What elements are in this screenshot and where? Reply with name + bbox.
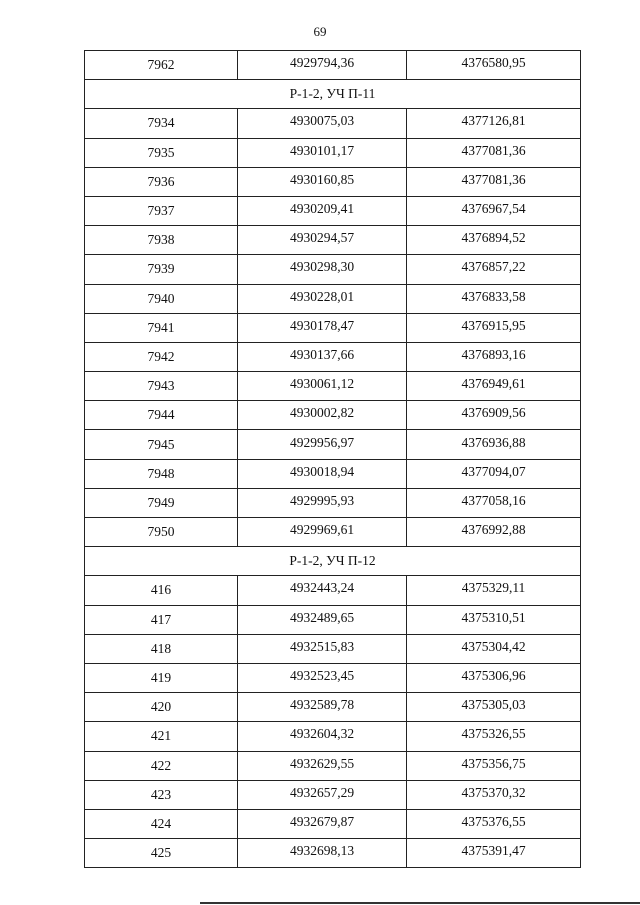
x-coordinate-cell <box>238 284 407 313</box>
point-number-value: 7941 <box>147 319 175 335</box>
y-coordinate-value: 4376936,88 <box>461 434 526 450</box>
y-coordinate-value: 4375329,11 <box>461 580 526 596</box>
y-coordinate-value: 4375305,03 <box>461 697 526 713</box>
y-coordinate-value: 4375370,32 <box>461 784 526 800</box>
y-coordinate-cell <box>407 663 581 692</box>
x-coordinate-value: 4932679,87 <box>289 813 355 829</box>
x-coordinate-cell <box>238 138 407 167</box>
y-coordinate-value: 4377058,16 <box>461 492 526 508</box>
point-number-cell <box>85 488 238 517</box>
table-row <box>85 663 581 692</box>
table-row <box>85 255 581 284</box>
x-coordinate-value: 4930228,01 <box>289 288 355 304</box>
y-coordinate-value: 4375326,55 <box>461 726 526 742</box>
point-number-value: 7943 <box>147 378 175 394</box>
x-coordinate-cell <box>238 401 407 430</box>
table-row <box>85 751 581 780</box>
x-coordinate-cell <box>238 313 407 342</box>
section-header-row <box>85 80 581 109</box>
point-number-value: 422 <box>150 757 172 773</box>
point-number-cell <box>85 255 238 284</box>
table-row <box>85 226 581 255</box>
x-coordinate-value: 4929995,93 <box>289 492 355 508</box>
x-coordinate-cell <box>238 226 407 255</box>
table-row <box>85 109 581 138</box>
table-row <box>85 401 581 430</box>
point-number-cell <box>85 634 238 663</box>
x-coordinate-value: 4930298,30 <box>289 259 355 275</box>
x-coordinate-value: 4930002,82 <box>289 405 355 421</box>
x-coordinate-cell <box>238 518 407 547</box>
y-coordinate-value: 4376857,22 <box>461 259 526 275</box>
y-coordinate-value: 4377094,07 <box>461 463 526 479</box>
table-row <box>85 722 581 751</box>
y-coordinate-value: 4376992,88 <box>461 522 526 538</box>
point-number-value: 7939 <box>147 261 175 277</box>
point-number-value: 7944 <box>147 407 175 423</box>
point-number-value: 7945 <box>147 436 175 452</box>
y-coordinate-cell <box>407 196 581 225</box>
point-number-value: 7936 <box>147 173 175 189</box>
point-number-value: 7949 <box>147 494 175 510</box>
table-row <box>85 809 581 838</box>
coordinates-table <box>84 50 581 868</box>
point-number-value: 7938 <box>147 232 175 248</box>
table-row <box>85 605 581 634</box>
y-coordinate-value: 4376915,95 <box>461 317 526 333</box>
y-coordinate-cell <box>407 605 581 634</box>
point-number-cell <box>85 809 238 838</box>
page-number: 69 <box>313 24 327 39</box>
y-coordinate-cell <box>407 693 581 722</box>
y-coordinate-cell <box>407 780 581 809</box>
y-coordinate-value: 4375306,96 <box>461 668 526 684</box>
table-row <box>85 138 581 167</box>
table-row <box>85 196 581 225</box>
page-bottom-edge <box>200 902 640 904</box>
point-number-cell <box>85 839 238 868</box>
point-number-value: 425 <box>150 845 172 861</box>
x-coordinate-cell <box>238 693 407 722</box>
point-number-cell <box>85 138 238 167</box>
y-coordinate-value: 4377126,81 <box>461 113 526 129</box>
y-coordinate-cell <box>407 488 581 517</box>
section-title: Р-1-2, УЧ П-11 <box>85 80 581 109</box>
point-number-value: 7950 <box>147 524 175 540</box>
table-row <box>85 839 581 868</box>
y-coordinate-value: 4376833,58 <box>461 288 526 304</box>
x-coordinate-cell <box>238 839 407 868</box>
y-coordinate-cell <box>407 313 581 342</box>
x-coordinate-value: 4932657,29 <box>289 784 355 800</box>
y-coordinate-value: 4375391,47 <box>461 843 526 859</box>
x-coordinate-value: 4930160,85 <box>289 171 355 187</box>
table-row <box>85 51 581 80</box>
x-coordinate-value: 4932589,78 <box>289 697 355 713</box>
x-coordinate-cell <box>238 751 407 780</box>
table-row <box>85 167 581 196</box>
y-coordinate-cell <box>407 138 581 167</box>
y-coordinate-value: 4375376,55 <box>461 813 526 829</box>
point-number-cell <box>85 196 238 225</box>
y-coordinate-cell <box>407 167 581 196</box>
x-coordinate-cell <box>238 430 407 459</box>
y-coordinate-cell <box>407 459 581 488</box>
section-title: Р-1-2, УЧ П-12 <box>85 547 581 576</box>
y-coordinate-value: 4375356,75 <box>461 755 526 771</box>
x-coordinate-value: 4929794,36 <box>289 55 355 71</box>
y-coordinate-value: 4377081,36 <box>461 142 526 158</box>
table-row <box>85 430 581 459</box>
table-row <box>85 518 581 547</box>
point-number-cell <box>85 372 238 401</box>
point-number-cell <box>85 576 238 605</box>
point-number-cell <box>85 109 238 138</box>
x-coordinate-value: 4932604,32 <box>289 726 355 742</box>
table-row <box>85 459 581 488</box>
x-coordinate-cell <box>238 722 407 751</box>
point-number-cell <box>85 226 238 255</box>
table-row <box>85 634 581 663</box>
x-coordinate-value: 4929956,97 <box>289 434 355 450</box>
point-number-cell <box>85 313 238 342</box>
y-coordinate-cell <box>407 722 581 751</box>
x-coordinate-cell <box>238 809 407 838</box>
section-header-row <box>85 547 581 576</box>
table-row <box>85 693 581 722</box>
x-coordinate-value: 4932698,13 <box>289 843 355 859</box>
y-coordinate-cell <box>407 255 581 284</box>
y-coordinate-value: 4376967,54 <box>461 201 526 217</box>
y-coordinate-cell <box>407 401 581 430</box>
x-coordinate-cell <box>238 255 407 284</box>
y-coordinate-cell <box>407 839 581 868</box>
point-number-cell <box>85 401 238 430</box>
point-number-cell <box>85 459 238 488</box>
point-number-value: 417 <box>150 611 172 627</box>
point-number-value: 7934 <box>147 115 175 131</box>
table-row <box>85 372 581 401</box>
x-coordinate-cell <box>238 372 407 401</box>
point-number-cell <box>85 605 238 634</box>
x-coordinate-value: 4930101,17 <box>289 142 355 158</box>
y-coordinate-cell <box>407 51 581 80</box>
x-coordinate-cell <box>238 342 407 371</box>
table-row <box>85 488 581 517</box>
y-coordinate-cell <box>407 109 581 138</box>
point-number-cell <box>85 663 238 692</box>
y-coordinate-value: 4375304,42 <box>461 638 526 654</box>
coordinates-table-body <box>85 51 581 868</box>
y-coordinate-value: 4376909,56 <box>461 405 526 421</box>
table-row <box>85 780 581 809</box>
x-coordinate-cell <box>238 51 407 80</box>
y-coordinate-cell <box>407 634 581 663</box>
point-number-value: 7962 <box>147 57 175 73</box>
y-coordinate-cell <box>407 284 581 313</box>
x-coordinate-cell <box>238 634 407 663</box>
table-row <box>85 576 581 605</box>
x-coordinate-cell <box>238 605 407 634</box>
x-coordinate-value: 4930137,66 <box>289 346 355 362</box>
point-number-value: 7935 <box>147 144 175 160</box>
x-coordinate-value: 4932443,24 <box>289 580 355 596</box>
x-coordinate-value: 4930294,57 <box>289 230 355 246</box>
table-row <box>85 313 581 342</box>
x-coordinate-value: 4930075,03 <box>289 113 355 129</box>
point-number-cell <box>85 167 238 196</box>
y-coordinate-value: 4376894,52 <box>461 230 526 246</box>
point-number-cell <box>85 430 238 459</box>
x-coordinate-value: 4932629,55 <box>289 755 355 771</box>
point-number-value: 420 <box>150 699 172 715</box>
point-number-value: 418 <box>150 640 172 656</box>
x-coordinate-cell <box>238 576 407 605</box>
x-coordinate-cell <box>238 780 407 809</box>
point-number-cell <box>85 342 238 371</box>
point-number-cell <box>85 722 238 751</box>
x-coordinate-cell <box>238 663 407 692</box>
x-coordinate-value: 4930209,41 <box>289 201 355 217</box>
x-coordinate-cell <box>238 167 407 196</box>
point-number-cell <box>85 693 238 722</box>
x-coordinate-value: 4932523,45 <box>289 668 355 684</box>
x-coordinate-value: 4932515,83 <box>289 638 355 654</box>
y-coordinate-cell <box>407 342 581 371</box>
x-coordinate-cell <box>238 459 407 488</box>
point-number-value: 7940 <box>147 290 175 306</box>
y-coordinate-value: 4377081,36 <box>461 171 526 187</box>
y-coordinate-cell <box>407 518 581 547</box>
y-coordinate-value: 4376893,16 <box>461 346 526 362</box>
point-number-value: 424 <box>150 815 172 831</box>
table-row <box>85 342 581 371</box>
point-number-cell <box>85 284 238 313</box>
point-number-value: 423 <box>150 786 172 802</box>
point-number-value: 419 <box>150 670 172 686</box>
x-coordinate-value: 4930178,47 <box>289 317 355 333</box>
x-coordinate-cell <box>238 196 407 225</box>
x-coordinate-value: 4929969,61 <box>289 522 355 538</box>
point-number-value: 416 <box>150 582 172 598</box>
x-coordinate-cell <box>238 109 407 138</box>
point-number-value: 7948 <box>147 465 175 481</box>
point-number-value: 7942 <box>147 348 175 364</box>
y-coordinate-value: 4376949,61 <box>461 376 526 392</box>
y-coordinate-cell <box>407 372 581 401</box>
y-coordinate-cell <box>407 809 581 838</box>
y-coordinate-value: 4376580,95 <box>461 55 526 71</box>
point-number-value: 7937 <box>147 203 175 219</box>
x-coordinate-value: 4932489,65 <box>289 609 355 625</box>
point-number-cell <box>85 751 238 780</box>
y-coordinate-cell <box>407 226 581 255</box>
point-number-cell <box>85 51 238 80</box>
point-number-cell <box>85 518 238 547</box>
x-coordinate-value: 4930061,12 <box>289 376 355 392</box>
table-row <box>85 284 581 313</box>
x-coordinate-cell <box>238 488 407 517</box>
y-coordinate-value: 4375310,51 <box>461 609 526 625</box>
y-coordinate-cell <box>407 430 581 459</box>
point-number-value: 421 <box>150 728 172 744</box>
y-coordinate-cell <box>407 751 581 780</box>
point-number-cell <box>85 780 238 809</box>
x-coordinate-value: 4930018,94 <box>289 463 355 479</box>
y-coordinate-cell <box>407 576 581 605</box>
